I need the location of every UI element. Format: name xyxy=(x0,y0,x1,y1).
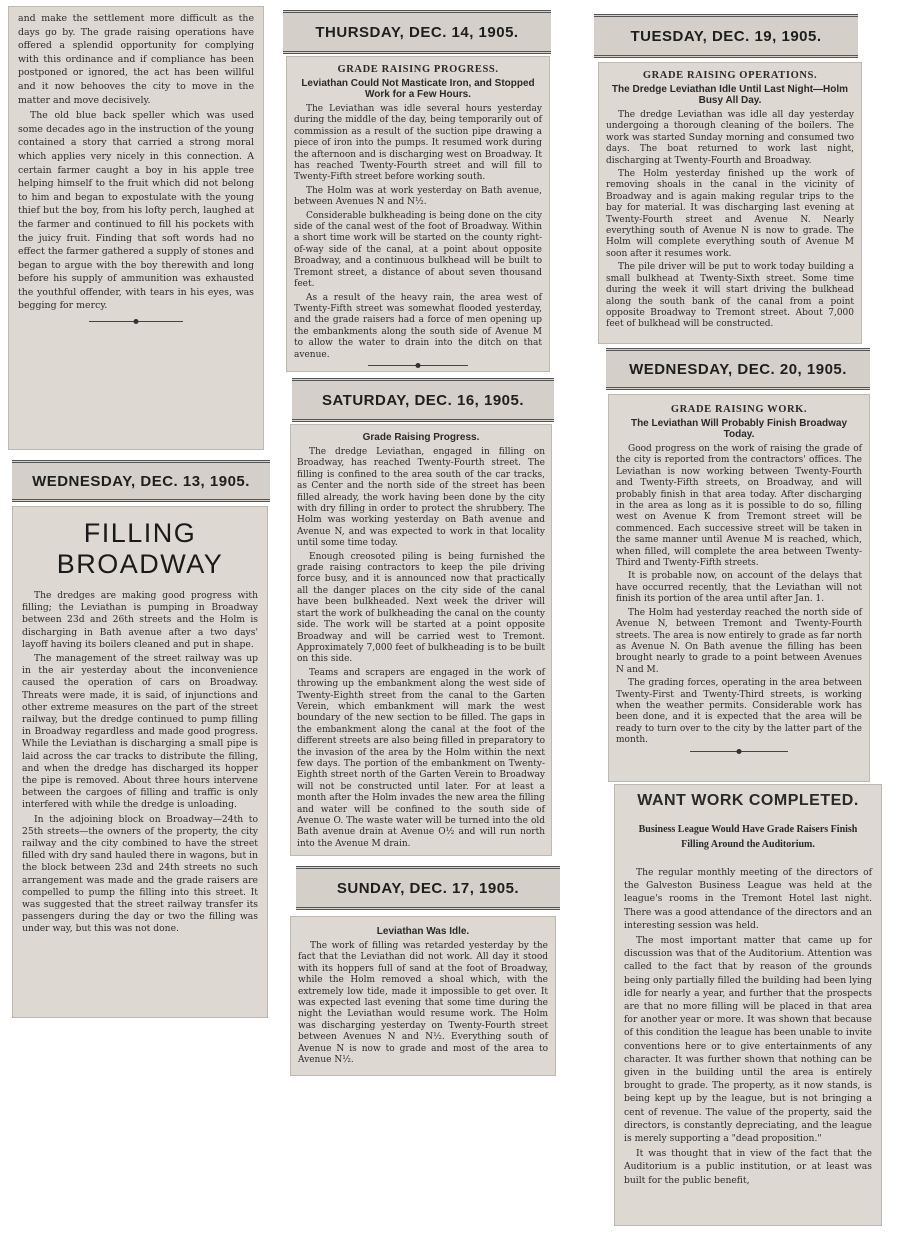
article-paragraph: It is probable now, on account of the delays that have occurred recently, that the Leviathan will not finish its portion of the area until after Jan. 1. xyxy=(616,571,862,605)
clipping-leviathan-idle xyxy=(290,916,556,1076)
article-paragraph: The dredge Leviathan was idle all day yesterday undergoing a thorough cleaning of the boilers. The work was started Sunday morning and consumed two days. The boat returned to work last night, discharging at Twenty-Fourth and Broadway. xyxy=(606,110,854,166)
clipping-editorial xyxy=(8,6,264,450)
article-paragraph: As a result of the heavy rain, the area west of Twenty-Fifth street was somewhat flooded yesterday, and the grade raisers had a force of men opening up the embankments along the south side of Avenue M to allow the water to drain into the ditch on that avenue. xyxy=(294,292,542,360)
article-title: WANT WORK COMPLETED. xyxy=(637,792,859,809)
article-paragraph: Considerable bulkheading is being done on the city side of the canal west of the foot of Broadway. Within a short time work will be started on the county right-of-way side of the canal, at a point about opposite Broadway, and a continuous bulkhead will be built to Tremont street, a distance of about seven thousand feet. xyxy=(294,210,542,290)
article-kicker: GRADE RAISING WORK. xyxy=(670,404,808,415)
divider xyxy=(89,321,183,322)
article-paragraph: The Leviathan was idle several hours yesterday during the middle of the day, being temporarily out of commission as a result of the suction pipe drawing a piece of iron into the pumps. It resumed work during the afternoon and is discharging west on Broadway. It has reached Twenty-Fourth street and will fill to Twenty-Fifth street before working south. xyxy=(294,104,542,183)
editorial-paragraph: The old blue back speller which was used some decades ago in the instruction of the young contained a story that carried a strong moral which applies very nicely in this connection. A certain farmer caught a boy in his apple tree helping himself to the fruit which did not belong to him and began to expostulate with the young thief but the boy, from his lofty perch, laughed at the farmer and continued to fill his pockets with the juicy fruit. Finding that soft words had no effect the farmer gathered a supply of stones and began to argue with the boy therewith and long before his supply of ammunition was exhausted the youthful offender, with tears in his eyes, was begging for mercy. xyxy=(18,110,254,312)
article-headline: Leviathan Could Not Masticate Iron, and Stopped Work for a Few Hours. xyxy=(301,78,535,100)
article-paragraph: The management of the street railway was up in the air yesterday about the inconvenience caused the operation of cars on Broadway. Threats were made, it is said, of injunctions and other extreme measures on the part of the street railway, but the dredge continued to pump filling in Broadway regardless and made good progress. While the Leviathan is discharging a small pipe is laid across the car tracks to distribute the filling, and when the dredge has discharged its hopper the pipe is removed. About three hours intervene between the cargoes of filling and traffic is only interfered with while the dredge is unloading. xyxy=(22,653,258,811)
date-banner: SATURDAY, DEC. 16, 1905. xyxy=(292,378,554,422)
clipping-filling-broadway xyxy=(12,506,268,1018)
article-paragraph: The grading forces, operating in the area between Twenty-First and Twenty-Third streets, is working when the weather permits. Considerable work has been done, and it is expected that the area will be ready to turn over to the city by the latter part of the month. xyxy=(616,678,862,746)
editorial-paragraph: and make the settlement more difficult as the days go by. The grade raising operations have offered a splendid opportunity for complying with this ordinance and if compliance has been postponed or ignored, the act has been willful and it now behooves the city to move in the matter and move decisively. xyxy=(18,13,254,106)
article-paragraph: The most important matter that came up for discussion was that of the Auditorium. Attention was called to the fact that by reason of the grounds being only partially filled the building had been lying idle for nearly a year, and further that the prospects are that no more filling will be placed in that area for another year or more. It was shown that because of this condition the league has been unable to invite conventions here or to give entertainments of any character. It was further shown that nothing can be given in the building until the area is entirely brought to grade. The property, as it now stands, is being kept up by the league, but is not bringing a cent of revenue. The value of the property, said the directors, is constantly depreciating, and the league is merely supporting a "dead proposition." xyxy=(624,935,872,1145)
article-kicker: GRADE RAISING OPERATIONS. xyxy=(642,70,818,81)
clipping-grade-raising-work xyxy=(608,394,870,782)
article-paragraph: The pile driver will be put to work today building a small bulkhead at Twenty-Sixth street. Some time during the week it will start driving the bulkhead along the south bank of the canal from a point opposite Broadway to Tremont street. About 7,000 feet of bulkhead will be constructed. xyxy=(606,262,854,330)
date-banner: SUNDAY, DEC. 17, 1905. xyxy=(296,866,560,910)
clipping-grade-raising-operations xyxy=(598,62,862,344)
date-banner: WEDNESDAY, DEC. 20, 1905. xyxy=(606,348,870,390)
article-paragraph: The dredge Leviathan, engaged in filling on Broadway, has reached Twenty-Fourth street. The filling is confined to the area south of the car tracks, as Center and the north side of the street has been filled already, the work having been done by the city with dry filling in order to protect the shrubbery. The Holm was working yesterday on Bath avenue and Avenue N, and was expected to work in that locality until some time today. xyxy=(297,447,545,549)
article-headline: Leviathan Was Idle. xyxy=(376,926,470,937)
article-kicker: GRADE RAISING PROGRESS. xyxy=(337,64,499,75)
article-paragraph: Good progress on the work of raising the grade of the city is reported from the contractors' offices. The Leviathan is now working between Twenty-Fourth and Twenty-Fifth streets, on Broadway, and will probably finish in that area today. After discharging in the area as long as it is possible to do so, filling west on Avenue K from Tremont street will be commenced. Each successive street will be taken in the same manner until Avenue M is reached, which, when filled, will complete the area between Twenty-Third and Twenty-Fifth streets. xyxy=(616,444,862,569)
article-subhead: Business League Would Have Grade Raisers Finish Filling Around the Auditorium. xyxy=(638,824,858,850)
article-paragraph: The regular monthly meeting of the directors of the Galveston Business League was held at the league's rooms in the Tremont Hotel last night. There was a good attendance of the directors and an interesting session was held. xyxy=(624,867,872,931)
article-paragraph: In the adjoining block on Broadway—24th to 25th streets—the owners of the property, the city railway and the city combined to have the street filled with dry sand hauled there in wagons, but in the block between 23d and 24th streets no such arrangement was made and the grade raisers are compelled to pump the filling into this street. It was suggested that the street railway transfer its passengers during the day or two the filling was under way, but this was not done. xyxy=(22,813,258,935)
date-banner: WEDNESDAY, DEC. 13, 1905. xyxy=(12,460,270,502)
article-paragraph: The Holm yesterday finished up the work of removing shoals in the canal in the vicinity of Broadway and is again making regular trips to the bay for material. It was discharging last evening at Twenty-Fourth street and Avenue N. Nearly everything south of Avenue N is now to grade. The Holm will complete everything south of Avenue M soon after it resumes work. xyxy=(606,169,854,259)
date-banner: TUESDAY, DEC. 19, 1905. xyxy=(594,14,858,58)
article-paragraph: Enough creosoted piling is being furnished the grade raising contractors to keep the pile driving force busy, and it is announced now that practically all the danger places on the city side of the canal have been bulkheaded. Next week the driver will start the work of bulkheading the canal on the county side. The work will be started at a point opposite Broadway and will be carried west to Tremont. Approximately 7,000 feet of bulkheading is to be built on this side. xyxy=(297,551,545,665)
clipping-grade-raising-progress-2 xyxy=(290,424,552,856)
date-banner: THURSDAY, DEC. 14, 1905. xyxy=(283,10,551,54)
article-paragraph: The work of filling was retarded yesterday by the fact that the Leviathan did not work. All day it stood with its hoppers full of sand at the foot of Broadway, while the Holm removed a shoal which, with the extremely low tide, made it impossible to get over. It was expected last evening that some time during the night the Leviathan would resume work. The Holm was discharging yesterday on Twenty-Fourth street between Avenues N and N½. Everything south of Avenue N is now to grade and most of the area to Avenue N½. xyxy=(298,941,548,1066)
divider xyxy=(368,365,467,366)
article-paragraph: The dredges are making good progress with filling; the Leviathan is pumping in Broadway between 23d and 26th streets and the Holm is discharging in Bath avenue after a two days' layoff having its boilers cleaned and put in shape. xyxy=(22,590,258,650)
article-paragraph: The Holm had yesterday reached the north side of Avenue N, between Tremont and Twenty-Fourth streets. The area is now entirely to grade as far north as Avenue N. On Bath avenue the filling has been brought nearly to grade to a point between Avenues N and M. xyxy=(616,607,862,675)
clipping-want-work-completed xyxy=(614,784,882,1226)
article-headline: The Leviathan Will Probably Finish Broadway Today. xyxy=(630,418,848,440)
article-headline: Grade Raising Progress. xyxy=(362,432,480,443)
clipping-grade-raising-progress xyxy=(286,56,550,372)
article-headline: The Dredge Leviathan Idle Until Last Night—Holm Busy All Day. xyxy=(611,84,849,106)
divider xyxy=(690,751,788,752)
article-paragraph: The Holm was at work yesterday on Bath avenue, between Avenues N and N½. xyxy=(294,185,542,208)
article-title: FILLING BROADWAY xyxy=(56,518,224,579)
article-paragraph: It was thought that in view of the fact that the Auditorium is a public institution, or at least was built for the public benefit, xyxy=(624,1148,872,1186)
article-paragraph: Teams and scrapers are engaged in the work of throwing up the embankment along the west side of Twenty-Eighth street from the canal to the Garten Verein, which embankment will mark the west boundary of the new section to be filled. The gaps in the embankment along the canal at the foot of the different streets are also being filled in preparatory to the invasion of the area by the Holm within the next few days. The portion of the embankment on Twenty-Eighth street north of the Garten Verein to Broadway will not be constructed until later. For at least a month after the Holm invades the new area the filling and water will be confined to the south side of Avenue O. The waste water will be turned into the old Bath avenue drain at Avenue O½ and will run north into the Avenue M drain. xyxy=(297,667,545,849)
